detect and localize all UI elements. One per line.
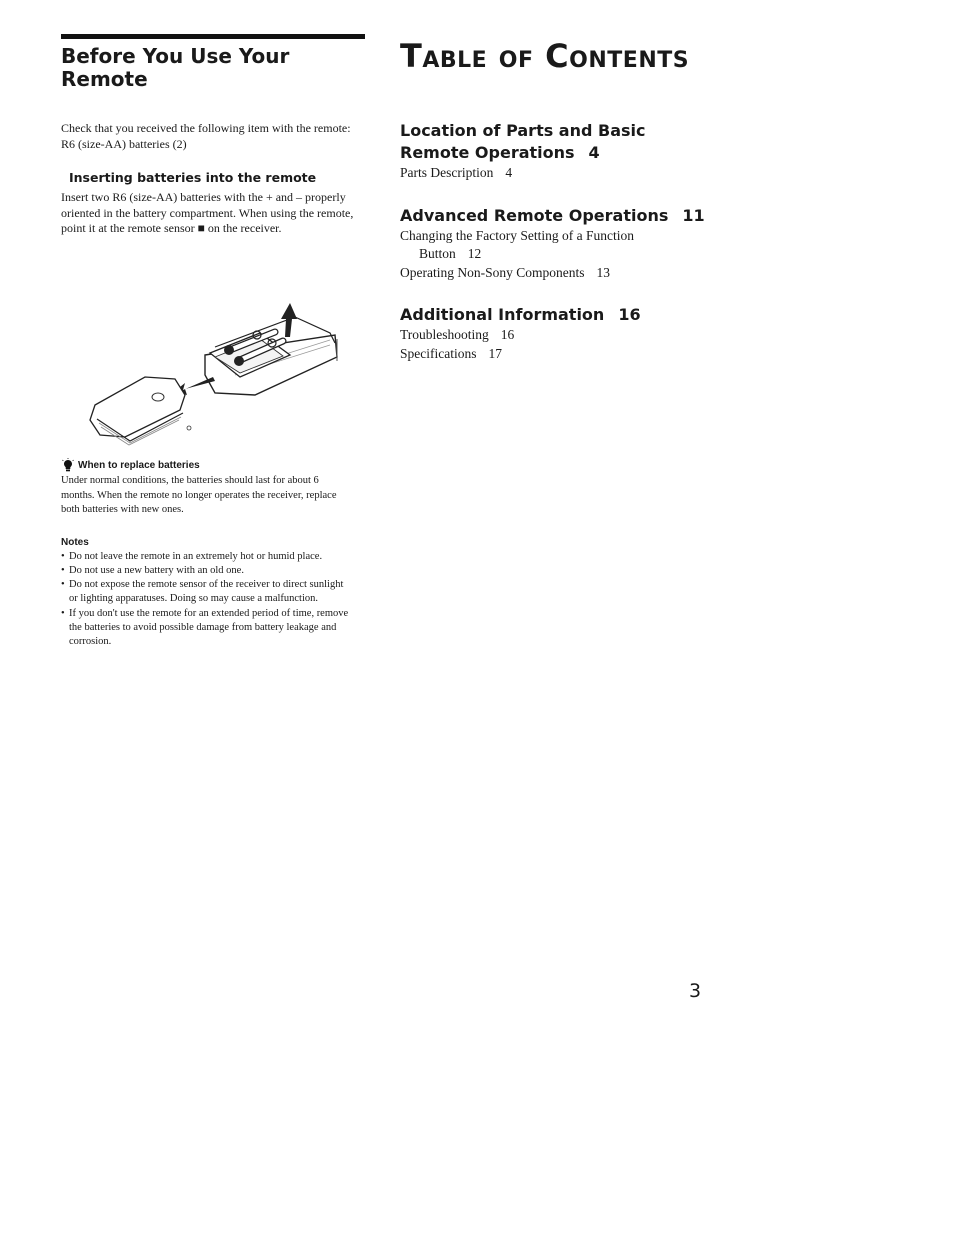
toc-title: Table of Contents bbox=[400, 37, 690, 75]
toc-section bbox=[400, 205, 720, 283]
toc-entry[interactable] bbox=[400, 264, 720, 283]
page-number: 3 bbox=[689, 980, 702, 1002]
toc-entry[interactable] bbox=[400, 345, 720, 364]
heading-rule bbox=[61, 34, 365, 39]
notes-heading: Notes bbox=[61, 536, 89, 548]
toc-entry-label: Troubleshooting bbox=[400, 327, 489, 342]
insert-text-part-b: on the receiver. bbox=[207, 221, 282, 235]
note-item: • Do not expose the remote sensor of the receiver to direct sunlight or lighting apparatuses. Doing so may cause a malfunction. bbox=[61, 578, 353, 607]
toc-entry[interactable] bbox=[400, 326, 720, 345]
toc-entry-label: Operating Non-Sony Components bbox=[400, 264, 585, 280]
tips-and-notes bbox=[61, 458, 353, 650]
toc-section-title: Additional Information bbox=[400, 305, 605, 324]
toc-entry-label: Button bbox=[419, 246, 456, 261]
toc-entry-page: 16 bbox=[500, 327, 515, 342]
insert-batteries-text bbox=[61, 190, 361, 237]
battery-item: R6 (size-AA) batteries (2) bbox=[61, 136, 187, 151]
toc-entry[interactable] bbox=[400, 227, 720, 246]
intro-text: Check that you received the following item with the remote: bbox=[61, 121, 351, 135]
toc-entry[interactable] bbox=[400, 164, 720, 183]
remote-sensor-icon: ■ bbox=[197, 221, 205, 235]
toc-section-heading[interactable] bbox=[400, 304, 720, 326]
toc-section-heading[interactable] bbox=[400, 120, 720, 164]
toc-entry-label: Parts Description bbox=[400, 165, 494, 180]
section-heading: Before You Use Your Remote bbox=[61, 44, 290, 91]
toc-section-heading[interactable] bbox=[400, 205, 720, 227]
toc-entry-label: Changing the Factory Setting of a Function bbox=[400, 227, 634, 243]
toc-section-page: 16 bbox=[618, 305, 641, 324]
tip-heading-text: When to replace batteries bbox=[78, 459, 200, 471]
note-item: • Do not use a new battery with an old one. bbox=[61, 564, 353, 578]
table-of-contents bbox=[400, 34, 720, 385]
toc-section-title: Location of Parts and Basic Remote Operations bbox=[400, 121, 646, 162]
toc-section bbox=[400, 120, 720, 183]
tip-heading bbox=[61, 458, 353, 472]
toc-entry-page: 13 bbox=[596, 264, 610, 280]
toc-entry-label: Specifications bbox=[400, 345, 477, 361]
tip-text: Under normal conditions, the batteries should last for about 6 months. When the remote no longer operates the receiver, replace both batteries with new ones. bbox=[61, 475, 337, 515]
note-item: • If you don't use the remote for an extended period of time, remove the batteries to avoid possible damage from battery leakage and corrosion. bbox=[61, 607, 353, 650]
lightbulb-icon bbox=[61, 458, 75, 472]
toc-entry-page: 17 bbox=[488, 345, 502, 361]
notes-list bbox=[61, 550, 353, 650]
toc-entry[interactable] bbox=[400, 245, 720, 264]
toc-entry-page: 4 bbox=[505, 165, 513, 180]
note-item: • Do not leave the remote in an extremely hot or humid place. bbox=[61, 550, 353, 564]
insert-batteries-heading: Inserting batteries into the remote bbox=[69, 170, 317, 185]
battery-insertion-illustration bbox=[85, 295, 343, 455]
toc-section-title: Advanced Remote Operations bbox=[400, 205, 669, 225]
insert-text-part-a: Insert two R6 (size-AA) batteries with the + and – properly oriented in the battery compartment. When using the remote, point it at the remote sensor bbox=[61, 190, 354, 235]
toc-section-page: 4 bbox=[588, 143, 600, 162]
toc-section bbox=[400, 304, 720, 363]
toc-entry-page: 12 bbox=[467, 246, 482, 261]
toc-section-page: 11 bbox=[682, 205, 705, 225]
before-use-section bbox=[61, 34, 361, 237]
